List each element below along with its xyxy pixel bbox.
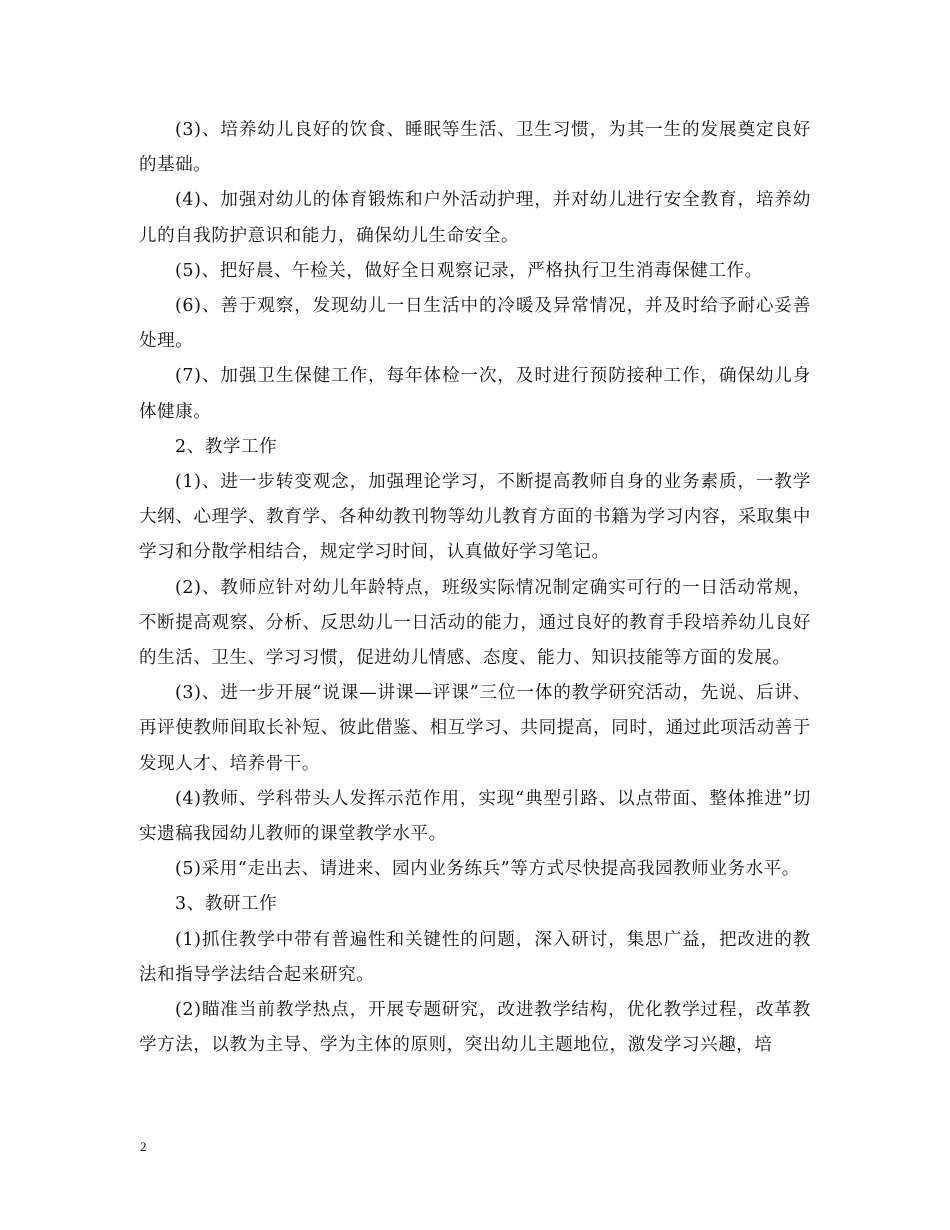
paragraph-health-5: (5)、把好晨、午检关，做好全日观察记录，严格执行卫生消毒保健工作。 (175, 260, 763, 281)
paragraph-research-2: (2)瞄准当前教学热点，开展专题研究，改进教学结构，优化教学过程，改革教学方法，以教为主导、学为主体的原则，突出幼儿主题地位，激发学习兴趣，培 (139, 1000, 811, 1056)
paragraph-teaching-1: (1)、进一步转变观念，加强理论学习，不断提高教师自身的业务素质，一教学大纲、心理学、教育学、各种幼教刊物等幼儿教育方面的书籍为学习内容，采取集中学习和分散学相结合，规定学习时间，认真做好学习笔记。 (139, 472, 811, 563)
paragraph-health-3: (3)、培养幼儿良好的饮食、睡眠等生活、卫生习惯，为其一生的发展奠定良好的基础。 (139, 120, 811, 176)
paragraph-teaching-2: (2)、教师应针对幼儿年龄特点，班级实际情况制定确实可行的一日活动常规，不断提高观察、分析、反思幼儿一日活动的能力，通过良好的教育手段培养幼儿良好的生活、卫生、学习习惯，促进幼儿情感、态度、能力、知识技能等方面的发展。 (139, 577, 811, 669)
paragraph-teaching-4: (4)教师、学科带头人发挥示范作用，实现“典型引路、以点带面、整体推进”切实遗稿我园幼儿教师的课堂教学水平。 (139, 788, 811, 845)
section-heading-teaching: 2、教学工作 (175, 436, 278, 457)
section-heading-research: 3、教研工作 (175, 894, 278, 915)
paragraph-health-7: (7)、加强卫生保健工作，每年体检一次，及时进行预防接种工作，确保幼儿身体健康。 (139, 366, 811, 422)
page-number: 2 (140, 1139, 147, 1154)
paragraph-health-6: (6)、善于观察，发现幼儿一日生活中的冷暖及异常情况，并及时给予耐心妥善处理。 (139, 296, 811, 352)
paragraph-health-4: (4)、加强对幼儿的体育锻炼和户外活动护理，并对幼儿进行安全教育，培养幼儿的自我防护意识和能力，确保幼儿生命安全。 (139, 190, 811, 246)
document-body (139, 113, 811, 1063)
paragraph-teaching-5: (5)采用“走出去、请进来、园内业务练兵”等方式尽快提高我园教师业务水平。 (175, 859, 800, 880)
paragraph-research-1: (1)抓住教学中带有普遍性和关键性的问题，深入研讨，集思广益，把改进的教法和指导学法结合起来研究。 (139, 929, 811, 985)
paragraph-teaching-3: (3)、进一步开展“说课—讲课—评课”三位一体的教学研究活动，先说、后讲、再评使教师间取长补短、彼此借鉴、相互学习、共同提高，同时，通过此项活动善于发现人才、培养骨干。 (139, 683, 811, 774)
